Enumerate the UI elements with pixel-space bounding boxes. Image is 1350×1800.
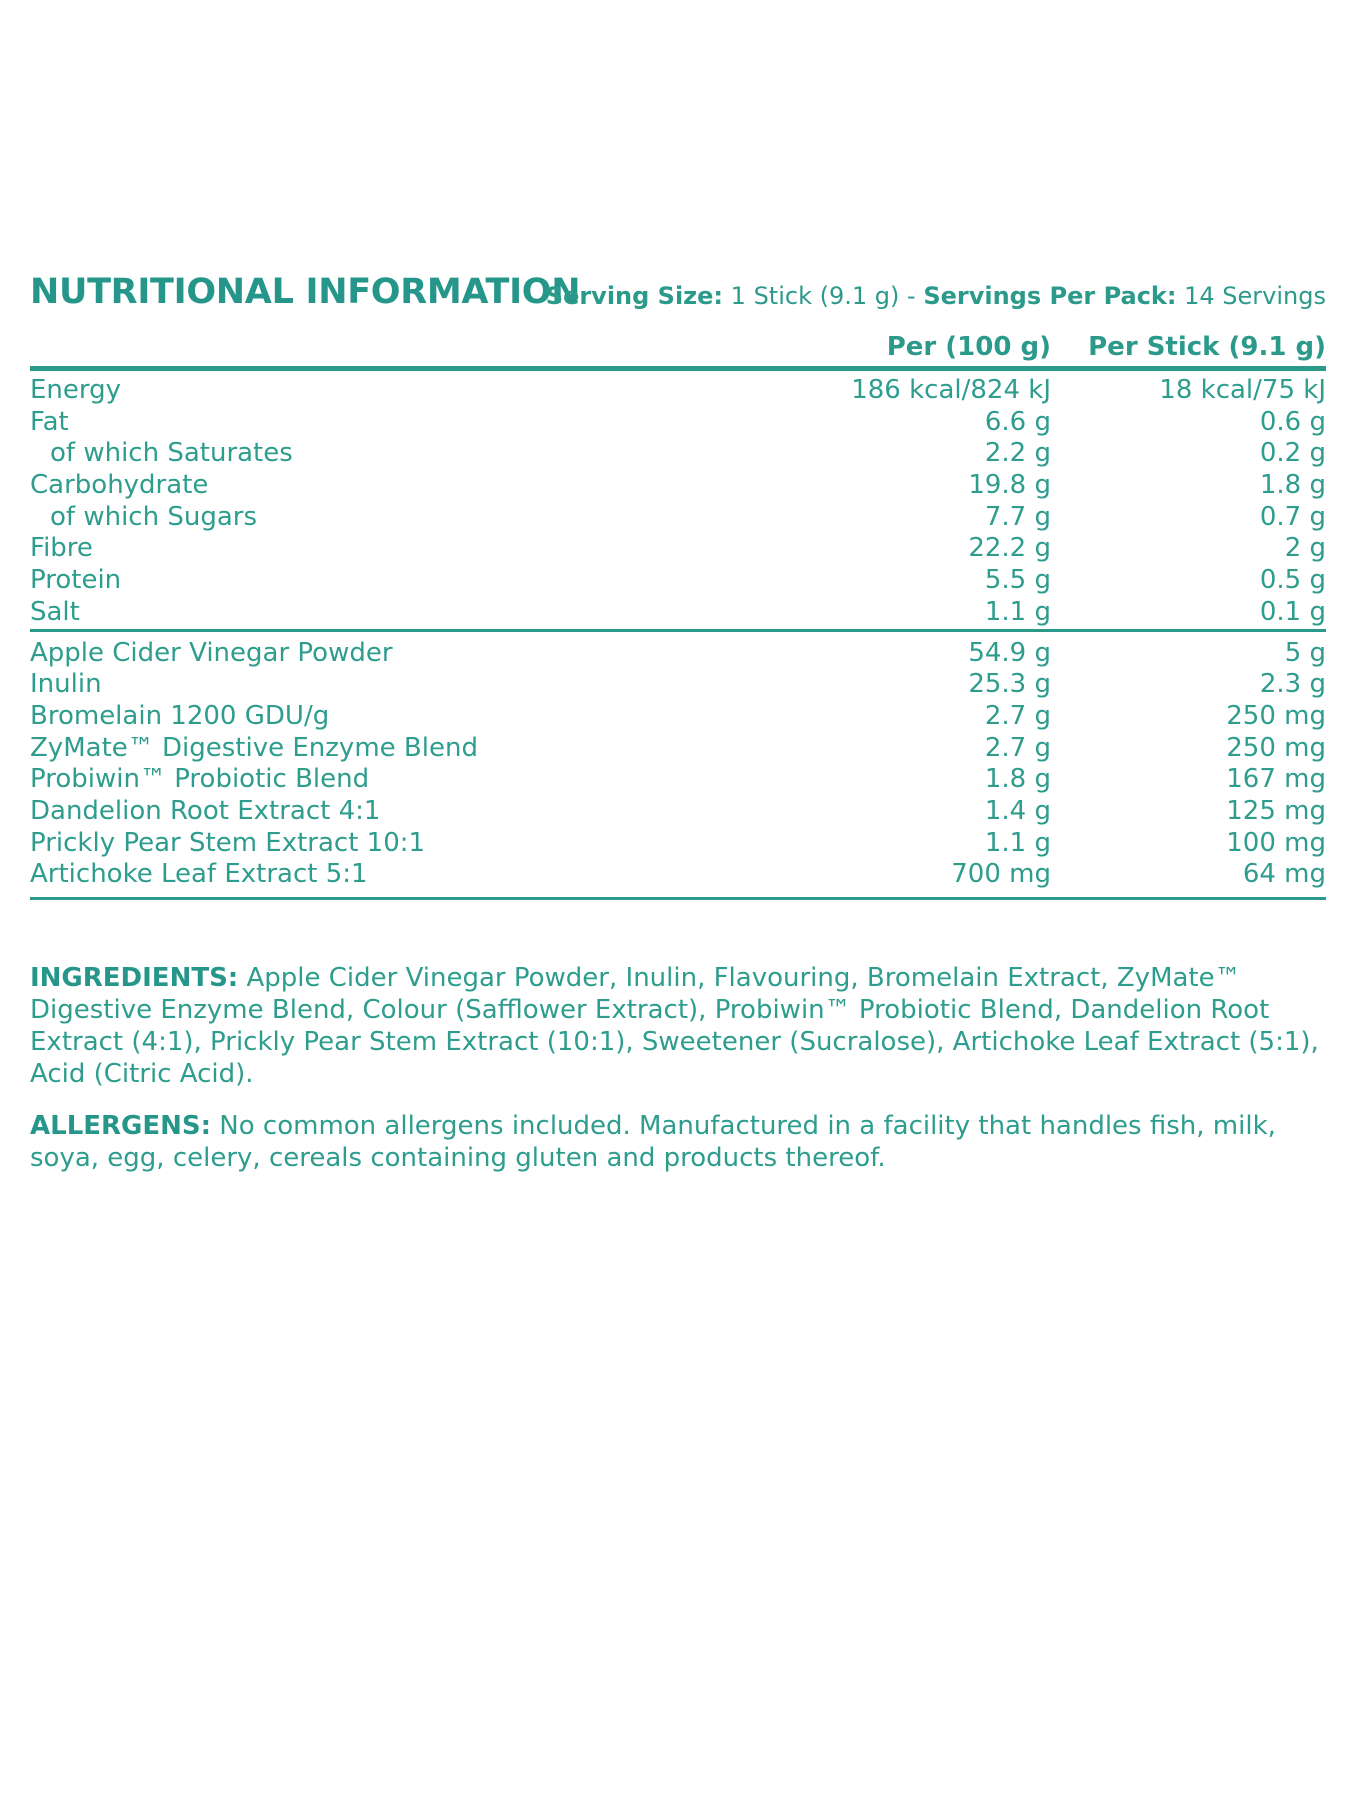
row-value-per-100: 1.8 g xyxy=(984,764,1051,795)
row-value-per-stick: 5 g xyxy=(1284,637,1326,668)
row-value-per-stick: 0.6 g xyxy=(1259,406,1326,437)
row-label: of which Sugars xyxy=(50,501,257,532)
column-header-per-stick: Per Stick (9.1 g) xyxy=(1088,332,1326,362)
allergens-label: ALLERGENS: xyxy=(30,1111,212,1141)
serving-info xyxy=(546,282,1326,310)
table-row xyxy=(30,701,1326,733)
row-label: Inulin xyxy=(30,669,102,700)
row-value-per-100: 1.1 g xyxy=(984,827,1051,858)
row-value-per-100: 2.7 g xyxy=(984,700,1051,731)
row-value-per-100: 2.2 g xyxy=(984,438,1051,469)
table-row xyxy=(30,375,1326,407)
ingredients-text: Apple Cider Vinegar Powder, Inulin, Flavouring, Bromelain Extract, ZyMate™ Digestive Enzyme Blend, Colour (Safflower Extract), Probiwin™ Probiotic Blend, Dandelion Root Extract (4:1), Prickly Pear Stem Extract (10:1), Sweetener (Sucralose), Artichoke Leaf Extract (5:1), Acid (Citric Acid). xyxy=(30,963,1319,1089)
row-value-per-100: 6.6 g xyxy=(984,406,1051,437)
table-row xyxy=(30,533,1326,565)
row-value-per-stick: 0.5 g xyxy=(1259,565,1326,596)
row-label: Fibre xyxy=(30,533,93,564)
row-value-per-100: 19.8 g xyxy=(968,470,1051,501)
row-value-per-stick: 250 mg xyxy=(1226,732,1326,763)
row-label: Fat xyxy=(30,406,69,437)
row-value-per-stick: 125 mg xyxy=(1226,795,1326,826)
row-value-per-stick: 0.7 g xyxy=(1259,501,1326,532)
row-label: Artichoke Leaf Extract 5:1 xyxy=(30,859,368,890)
table-row xyxy=(30,597,1326,629)
row-value-per-stick: 250 mg xyxy=(1226,700,1326,731)
row-label: Apple Cider Vinegar Powder xyxy=(30,637,393,668)
table-row xyxy=(30,407,1326,439)
row-value-per-100: 54.9 g xyxy=(968,637,1051,668)
table-row xyxy=(30,470,1326,502)
allergens-section xyxy=(30,1110,1326,1174)
row-label: Protein xyxy=(30,565,122,596)
column-headers xyxy=(30,318,1326,366)
row-label: Energy xyxy=(30,375,122,405)
table-row xyxy=(30,669,1326,701)
row-label: Dandelion Root Extract 4:1 xyxy=(30,795,381,826)
row-label: Probiwin™ Probiotic Blend xyxy=(30,764,370,795)
actives-table xyxy=(30,632,1326,898)
row-value-per-stick: 2 g xyxy=(1284,533,1326,564)
row-value-per-100: 25.3 g xyxy=(968,669,1051,700)
table-row xyxy=(30,502,1326,534)
ingredients-section xyxy=(30,962,1326,1090)
row-value-per-stick: 64 mg xyxy=(1242,859,1326,890)
row-value-per-stick: 1.8 g xyxy=(1259,470,1326,501)
table-row xyxy=(30,733,1326,765)
row-value-per-stick: 18 kcal/75 kJ xyxy=(1159,375,1326,405)
servings-per-pack-value: 14 Servings xyxy=(1184,282,1326,310)
row-label: ZyMate™ Digestive Enzyme Blend xyxy=(30,732,478,763)
table-row xyxy=(30,796,1326,828)
table-row xyxy=(30,638,1326,670)
row-value-per-100: 186 kcal/824 kJ xyxy=(851,375,1051,405)
table-row xyxy=(30,438,1326,470)
row-value-per-stick: 2.3 g xyxy=(1259,669,1326,700)
allergens-text: No common allergens included. Manufactured in a facility that handles fish, milk, soya, egg, celery, cereals containing gluten and products thereof. xyxy=(30,1111,1276,1173)
nutrition-panel xyxy=(30,262,1326,1174)
row-value-per-100: 1.4 g xyxy=(984,795,1051,826)
page-title: NUTRITIONAL INFORMATION xyxy=(30,272,581,312)
row-label: Bromelain 1200 GDU/g xyxy=(30,700,330,731)
row-label: Salt xyxy=(30,596,80,627)
row-value-per-100: 22.2 g xyxy=(968,533,1051,564)
nutrients-table xyxy=(30,371,1326,629)
panel-header xyxy=(30,262,1326,318)
table-row xyxy=(30,828,1326,860)
serving-size-label: Serving Size: xyxy=(545,282,724,310)
row-label: Prickly Pear Stem Extract 10:1 xyxy=(30,827,426,858)
row-label: of which Saturates xyxy=(50,438,293,469)
table-row xyxy=(30,565,1326,597)
serving-separator: - xyxy=(907,282,916,310)
ingredients-label: INGREDIENTS: xyxy=(30,963,239,993)
row-value-per-100: 700 mg xyxy=(951,859,1051,890)
row-value-per-100: 7.7 g xyxy=(984,501,1051,532)
row-value-per-100: 5.5 g xyxy=(984,565,1051,596)
serving-size-value: 1 Stick (9.1 g) xyxy=(730,282,900,310)
row-value-per-stick: 0.1 g xyxy=(1259,596,1326,627)
row-label: Carbohydrate xyxy=(30,470,209,501)
column-header-per-100: Per (100 g) xyxy=(886,332,1051,362)
table-row xyxy=(30,859,1326,891)
row-value-per-100: 2.7 g xyxy=(984,732,1051,763)
table-row xyxy=(30,764,1326,796)
row-value-per-stick: 167 mg xyxy=(1226,764,1326,795)
servings-per-pack-label: Servings Per Pack: xyxy=(923,282,1177,310)
row-value-per-stick: 100 mg xyxy=(1226,827,1326,858)
row-value-per-stick: 0.2 g xyxy=(1259,438,1326,469)
row-value-per-100: 1.1 g xyxy=(984,596,1051,627)
table-bottom-divider xyxy=(30,897,1326,900)
